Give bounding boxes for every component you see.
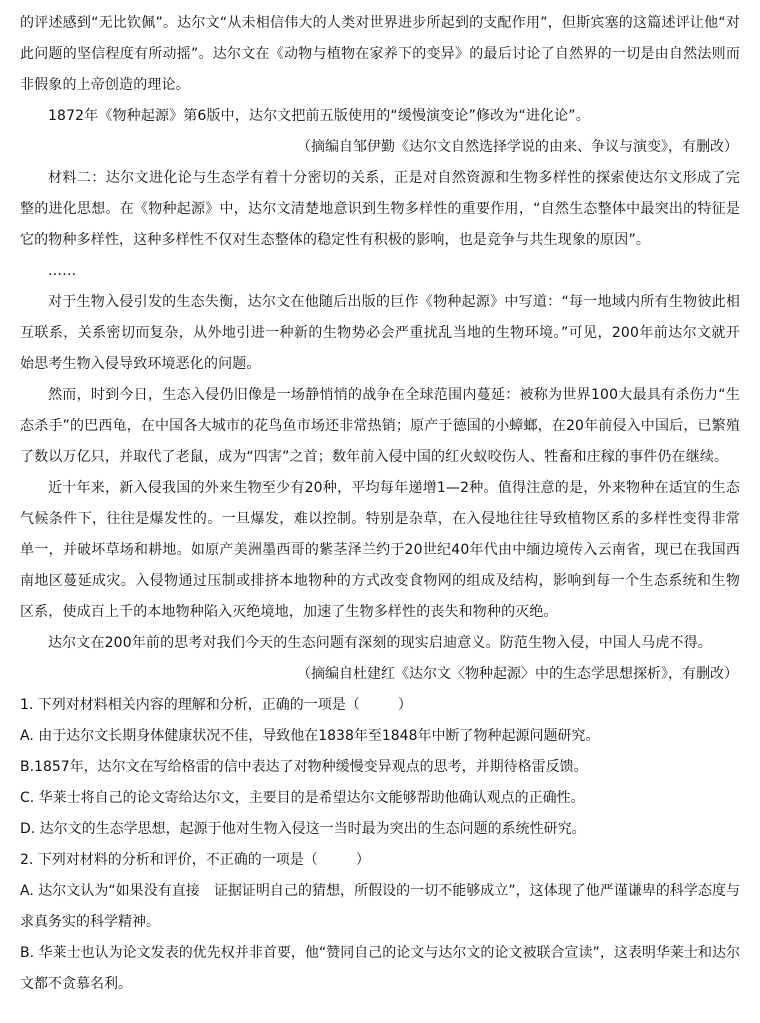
- body-paragraph: 材料二：达尔文进化论与生态学有着十分密切的关系，正是对自然资源和生物多样性的探索使达尔文形成了完整的进化思想。在《物种起源》中，达尔文清楚地意识到生物多样性的重要作用，“自然生态整体中最突出的特征是它的物种多样性，这种多样性不仅对生态整体的稳定性有积极的影响，也是竞争与共生现象的原因”。: [20, 170, 740, 248]
- source-citation: （摘编自邹伊勤《达尔文自然选择学说的由来、争议与演变》，有删改）: [297, 139, 738, 155]
- reading-material: [20, 8, 740, 690]
- source-citation: （摘编自杜建红《达尔文〈物种起源〉中的生态学思想探析》，有删改）: [297, 666, 738, 682]
- question-stem-close: ）: [397, 697, 412, 713]
- answer-option: B.1857年，达尔文在写给格雷的信中表达了对物种缓慢变异观点的思考，并期待格雷反馈。: [20, 759, 588, 775]
- answer-option: B. 华莱士也认为论文发表的优先权并非首要，他“赞同自己的论文与达尔文的论文被联合宣读”，这表明华莱士和达尔文都不贪慕名利。: [20, 945, 740, 992]
- question-stem-close: ）: [355, 852, 370, 868]
- question-stem-text: 1. 下列对材料相关内容的理解和分析，正确的一项是（: [20, 697, 360, 713]
- question-stem-text: 2. 下列对材料的分析和评价，不正确的一项是（: [20, 852, 318, 868]
- answer-option: D. 达尔文的生态学思想，起源于他对生物入侵这一当时最为突出的生态问题的系统性研究。: [20, 821, 586, 837]
- question-stem: [20, 690, 740, 721]
- body-paragraph: 达尔文在200年前的思考对我们今天的生态问题有深刻的现实启迪意义。防范生物入侵，中国人马虎不得。: [48, 635, 712, 651]
- body-paragraph: 1872年《物种起源》第6版中，达尔文把前五版使用的“缓慢演变论”修改为“进化论”。: [48, 108, 590, 124]
- body-paragraph: 的评述感到“无比钦佩”。达尔文“从未相信伟大的人类对世界进步所起到的支配作用”，但斯宾塞的这篇述评让他“对此问题的坚信程度有所动摇”。达尔文在《动物与植物在家养下的变异》的最后讨论了自然界的一切是由自然法则而非假象的上帝创造的理论。: [20, 15, 740, 93]
- answer-option: A. 达尔文认为“如果没有直接 证据证明自己的猜想，所假设的一切不能够成立”，这体现了他严谨谦卑的科学态度与求真务实的科学精神。: [20, 883, 740, 930]
- body-paragraph: ……: [48, 263, 77, 279]
- answer-option: A. 由于达尔文长期身体健康状况不佳，导致他在1838年至1848年中断了物种起源问题研究。: [20, 728, 600, 744]
- answer-option: C. 华莱士将自己的论文寄给达尔文，主要目的是希望达尔文能够帮助他确认观点的正确性。: [20, 790, 585, 806]
- question-stem: [20, 845, 740, 876]
- body-paragraph: 然而，时到今日，生态入侵仍旧像是一场静悄悄的战争在全球范围内蔓延：被称为世界100大最具有杀伤力“生态杀手”的巴西龟，在中国各大城市的花鸟鱼市场还非常热销；原产于德国的小蟑螂，在20年前侵入中国后，已繁殖了数以万亿只，并取代了老鼠，成为“四害”之首；数年前入侵中国的红火蚁咬伤人、牲畜和庄稼的事件仍在继续。: [20, 387, 740, 465]
- body-paragraph: 对于生物入侵引发的生态失衡，达尔文在他随后出版的巨作《物种起源》中写道：“每一地域内所有生物彼此相互联系，关系密切而复杂，从外地引进一种新的生物势必会严重扰乱当地的生物环境。”可见，200年前达尔文就开始思考生物入侵导致环境恶化的问题。: [20, 294, 740, 372]
- body-paragraph: 近十年来，新入侵我国的外来生物至少有20种，平均每年递增1—2种。值得注意的是，外来物种在适宜的生态气候条件下，往往是爆发性的。一旦爆发，难以控制。特别是杂草，在入侵地往往导致植物区系的多样性变得非常单一，并破坏草场和耕地。如原产美洲墨西哥的紫茎泽兰约于20世纪40年代由中缅边境传入云南省，现已在我国西南地区蔓延成灾。入侵物通过压制或排挤本地物种的方式改变食物网的组成及结构，影响到每一个生态系统和生物区系，使成百上千的本地物种陷入灭绝境地，加速了生物多样性的丧失和物种的灭绝。: [20, 480, 740, 620]
- question-section: [20, 690, 740, 1000]
